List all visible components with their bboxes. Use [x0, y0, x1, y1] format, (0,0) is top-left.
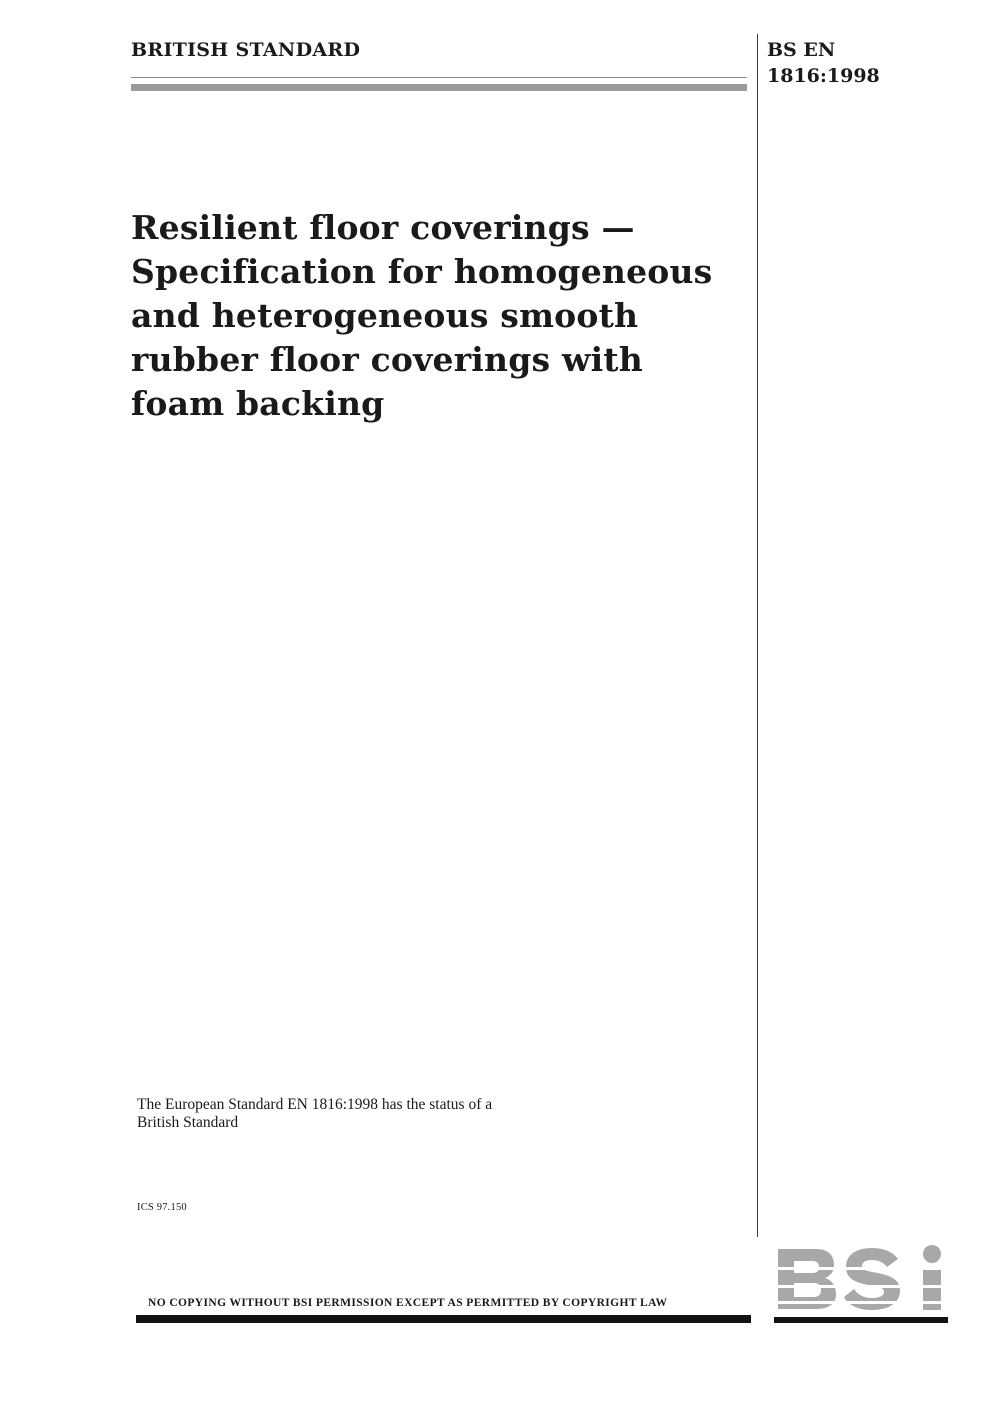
status-note-line-1: The European Standard EN 1816:1998 has the status of a	[137, 1096, 493, 1113]
bsi-logo-icon	[774, 1245, 948, 1325]
header-rule-thick	[131, 84, 747, 91]
header-rule-thin	[131, 77, 747, 78]
status-note-line-2: British Standard	[137, 1114, 239, 1131]
title-line: Specification for homogeneous	[131, 252, 713, 291]
title-line: and heterogeneous smooth	[131, 296, 639, 335]
title-line: foam backing	[131, 384, 385, 423]
footer-rule	[136, 1315, 751, 1323]
title-line: Resilient floor coverings —	[131, 208, 635, 247]
standard-number-line-2: 1816:1998	[767, 65, 880, 87]
document-title	[131, 206, 743, 426]
standard-number	[767, 37, 880, 89]
title-line: rubber floor coverings with	[131, 340, 643, 379]
ics-code: ICS 97.150	[137, 1202, 187, 1213]
vertical-divider	[757, 34, 758, 1237]
copyright-notice: NO COPYING WITHOUT BSI PERMISSION EXCEPT AS PERMITTED BY COPYRIGHT LAW	[148, 1297, 668, 1309]
standard-type-label: BRITISH STANDARD	[131, 39, 361, 61]
standard-number-line-1: BS EN	[767, 39, 836, 61]
status-note	[137, 1096, 557, 1132]
